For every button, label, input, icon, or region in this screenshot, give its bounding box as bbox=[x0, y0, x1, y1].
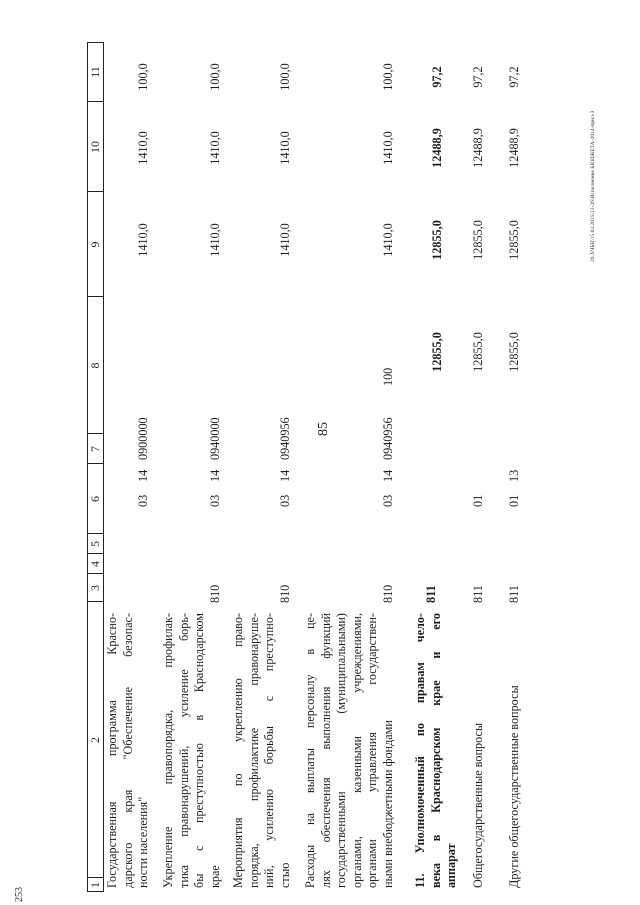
row-description-line: органами управления государствен- bbox=[365, 613, 379, 888]
value-c8: 12855,0 bbox=[507, 332, 521, 372]
ministry-code: 811 bbox=[471, 585, 485, 603]
value-c11: 100,0 bbox=[277, 63, 292, 91]
corner-number: 253 bbox=[14, 887, 25, 902]
value-c11: 100,0 bbox=[207, 63, 222, 91]
value-c9: 1410,0 bbox=[277, 223, 292, 257]
subsection-code: 14 bbox=[380, 469, 395, 482]
row-description-line: тика правонарушений, усиление борь- bbox=[176, 613, 191, 888]
target-code: 0940956 bbox=[380, 417, 395, 460]
row-description bbox=[105, 613, 152, 888]
value-c10: 12488,9 bbox=[507, 128, 521, 168]
ministry-code: 810 bbox=[380, 584, 395, 603]
row-description-line: крае bbox=[207, 865, 222, 888]
value-c8: 12855,0 bbox=[471, 332, 485, 372]
column-header: 10 bbox=[88, 141, 102, 153]
ministry-code: 811 bbox=[424, 585, 438, 603]
value-c11: 97,2 bbox=[471, 66, 485, 88]
footer-path: 20.ХЧБВ\15.03.2015\13-26\Исполнение БЮДЖЕТА-2014-прил-3 bbox=[590, 110, 596, 262]
row-description-line: Мероприятия по укреплению право- bbox=[231, 613, 245, 888]
column-header: 2 bbox=[88, 737, 102, 743]
value-c11: 100,0 bbox=[136, 63, 150, 91]
value-c11: 97,2 bbox=[507, 66, 521, 88]
value-c11: 97,2 bbox=[430, 66, 444, 88]
row-description-line: органами, казенными учреждениями, bbox=[349, 613, 364, 888]
row-description-line: ными внебюджетными фондами bbox=[380, 720, 395, 888]
row-description-line: порядка, профилактике правонаруше- bbox=[246, 613, 261, 888]
value-c9: 12855,0 bbox=[430, 220, 444, 260]
value-c10: 1410,0 bbox=[207, 131, 222, 165]
column-header: 5 bbox=[88, 541, 102, 547]
row-description-line: дарского края "Обеспечение безопас- bbox=[120, 613, 135, 888]
section-code: 01 bbox=[471, 494, 485, 507]
page-number: 85 bbox=[316, 422, 331, 436]
subsection-code: 14 bbox=[136, 469, 150, 482]
value-c9: 1410,0 bbox=[207, 223, 222, 257]
section-code: 03 bbox=[136, 494, 150, 507]
value-c10: 1410,0 bbox=[380, 131, 395, 165]
section-code: 03 bbox=[277, 494, 292, 507]
column-header: 7 bbox=[88, 446, 102, 452]
row-description-line: лях обеспечения выполнения функций bbox=[318, 613, 333, 888]
column-header: 3 bbox=[88, 585, 102, 591]
ministry-code: 811 bbox=[507, 585, 521, 603]
section-code: 01 bbox=[507, 494, 521, 507]
section-code: 03 bbox=[207, 494, 222, 507]
value-c9: 12855,0 bbox=[507, 220, 521, 260]
row-description-line: ний, усилению борьбы с преступно- bbox=[262, 613, 276, 888]
row-description bbox=[507, 613, 523, 888]
row-description-line: ности населения" bbox=[136, 796, 150, 888]
row-description-line: Укрепление правопорядка, профилак- bbox=[161, 613, 175, 888]
column-header: 6 bbox=[88, 496, 102, 502]
target-code: 0900000 bbox=[136, 417, 150, 460]
ministry-code: 810 bbox=[207, 584, 222, 603]
row-description-line: стью bbox=[277, 862, 292, 888]
subsection-code: 14 bbox=[277, 469, 292, 482]
header-bottom-line bbox=[103, 42, 104, 892]
row-description-line: бы с преступностью в Краснодарском bbox=[192, 613, 206, 888]
row-description-line: века в Краснодарском крае и его bbox=[428, 613, 443, 888]
row-description-line: Расходы на выплаты персоналу в це- bbox=[303, 613, 317, 888]
row-description-line: 11. Уполномоченный по правам чело- bbox=[413, 613, 427, 888]
value-c9: 1410,0 bbox=[380, 223, 395, 257]
expense-type-code: 100 bbox=[380, 367, 395, 386]
row-description bbox=[231, 613, 293, 888]
section-code: 03 bbox=[380, 494, 395, 507]
row-description bbox=[161, 613, 223, 888]
value-c9: 12855,0 bbox=[471, 220, 485, 260]
row-description-line: Общегосударственные вопросы bbox=[471, 722, 485, 888]
value-c10: 12488,9 bbox=[430, 128, 444, 168]
column-header: 1 bbox=[88, 882, 102, 888]
column-header: 4 bbox=[88, 561, 102, 567]
target-code: 0940000 bbox=[207, 417, 222, 460]
value-c10: 1410,0 bbox=[136, 131, 150, 165]
row-description-line: аппарат bbox=[444, 843, 458, 888]
budget-table bbox=[87, 42, 577, 892]
row-description-line: Другие общегосударственные вопросы bbox=[507, 685, 521, 888]
row-description bbox=[413, 613, 460, 888]
value-c10: 12488,9 bbox=[471, 128, 485, 168]
column-header: 8 bbox=[88, 362, 102, 369]
subsection-code: 13 bbox=[507, 469, 521, 482]
ministry-code: 810 bbox=[277, 584, 292, 603]
value-c11: 100,0 bbox=[380, 63, 395, 91]
subsection-code: 14 bbox=[207, 469, 222, 482]
row-description bbox=[303, 613, 396, 888]
value-c10: 1410,0 bbox=[277, 131, 292, 165]
target-code: 0940956 bbox=[277, 417, 292, 460]
row-description bbox=[471, 613, 487, 888]
row-description-line: Государственная программа Красно- bbox=[105, 613, 119, 888]
column-header: 9 bbox=[88, 241, 102, 248]
row-description-line: государственными (муниципальными) bbox=[334, 613, 348, 888]
column-header: 11 bbox=[88, 66, 102, 78]
value-c8: 12855,0 bbox=[430, 332, 444, 372]
value-c9: 1410,0 bbox=[136, 223, 150, 257]
